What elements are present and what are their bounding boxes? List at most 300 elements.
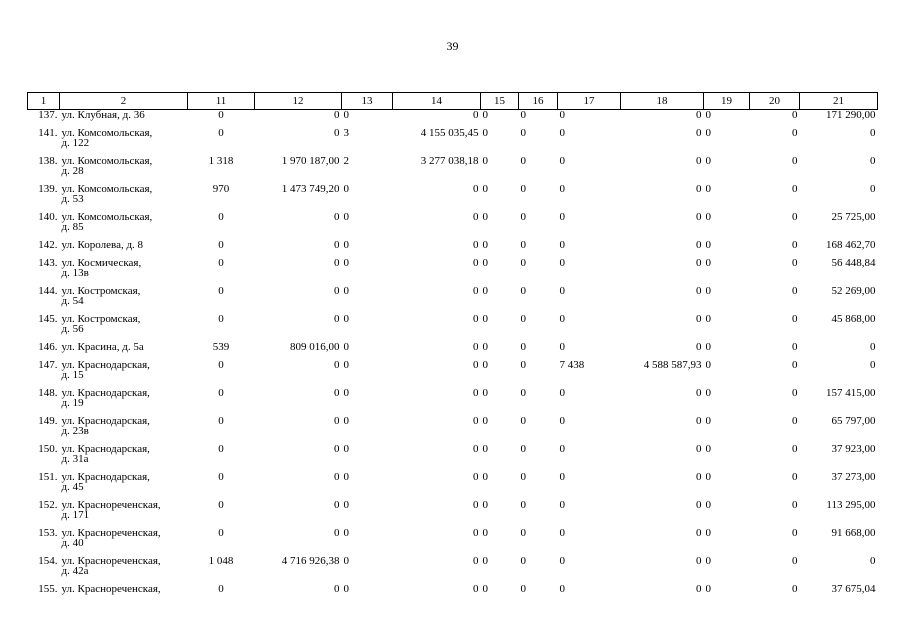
cell-col-19: 0 (705, 584, 711, 595)
cell-col-17: 0 (559, 156, 565, 167)
address-line: ул. Комсомольская, (61, 184, 153, 195)
cell-col-19: 0 (705, 212, 711, 223)
cell-col-17: 0 (559, 342, 565, 353)
table-row (28, 388, 878, 416)
address-line: ул. Краснодарская, (61, 444, 150, 455)
cell-col-13: 0 (343, 258, 349, 269)
row-number: 141. (38, 128, 58, 139)
cell-col-21: 37 675,04 (831, 584, 876, 595)
address-line: ул. Краснодарская, (61, 388, 150, 399)
column-header: 11 (188, 93, 255, 110)
address-cell (60, 584, 188, 602)
cell-col-16: 0 (520, 212, 526, 223)
cell-col-21: 25 725,00 (831, 212, 876, 223)
cell-col-12: 0 (334, 472, 340, 483)
cell-col-18: 0 (696, 240, 702, 251)
table-row (28, 212, 878, 240)
table-row (28, 584, 878, 602)
cell-col-20: 0 (792, 128, 798, 139)
row-number: 152. (38, 500, 58, 511)
cell-col-11: 0 (218, 444, 224, 455)
row-number: 143. (38, 258, 58, 269)
cell-col-12: 0 (334, 258, 340, 269)
cell-col-18: 0 (696, 584, 702, 595)
address-line: д. 45 (61, 481, 84, 493)
table-row (28, 184, 878, 212)
address-cell (60, 258, 188, 286)
column-header: 21 (800, 93, 878, 110)
cell-col-16: 0 (520, 258, 526, 269)
cell-col-14: 0 (473, 528, 479, 539)
cell-col-13: 0 (343, 388, 349, 399)
cell-col-16: 0 (520, 472, 526, 483)
cell-col-17: 0 (559, 388, 565, 399)
cell-col-19: 0 (705, 416, 711, 427)
cell-col-12: 0 (334, 212, 340, 223)
column-header: 12 (255, 93, 342, 110)
table-row (28, 314, 878, 342)
cell-col-11: 0 (218, 584, 224, 595)
cell-col-19: 0 (705, 388, 711, 399)
cell-col-20: 0 (792, 184, 798, 195)
address-line: ул. Клубная, д. 36 (61, 109, 145, 121)
address-line: д. 53 (61, 193, 84, 205)
address-line: д. 28 (61, 165, 84, 177)
cell-col-21: 0 (870, 128, 876, 139)
cell-col-13: 0 (343, 528, 349, 539)
cell-col-17: 7 438 (559, 360, 585, 371)
cell-col-18: 0 (696, 156, 702, 167)
address-cell (60, 128, 188, 156)
cell-col-17: 0 (559, 584, 565, 595)
address-line: ул. Комсомольская, (61, 128, 153, 139)
cell-col-18: 0 (696, 500, 702, 511)
address-cell (60, 416, 188, 444)
cell-col-20: 0 (792, 360, 798, 371)
cell-col-17: 0 (559, 286, 565, 297)
cell-col-18: 0 (696, 556, 702, 567)
address-line: ул. Комсомольская, (61, 156, 153, 167)
table-row (28, 360, 878, 388)
table-body (28, 110, 878, 603)
cell-col-16: 0 (520, 240, 526, 251)
cell-col-13: 0 (343, 109, 349, 121)
cell-col-20: 0 (792, 342, 798, 353)
cell-col-19: 0 (705, 472, 711, 483)
cell-col-21: 65 797,00 (831, 416, 876, 427)
cell-col-13: 0 (343, 342, 349, 353)
cell-col-11: 0 (218, 388, 224, 399)
cell-col-18: 0 (696, 342, 702, 353)
cell-col-15: 0 (482, 360, 488, 371)
row-number: 138. (38, 156, 58, 167)
cell-col-17: 0 (559, 240, 565, 251)
table-row (28, 472, 878, 500)
column-header: 2 (60, 93, 188, 110)
cell-col-12: 0 (334, 416, 340, 427)
row-number: 142. (38, 240, 58, 251)
cell-col-19: 0 (705, 156, 711, 167)
cell-col-15: 0 (482, 156, 488, 167)
cell-col-11: 0 (218, 286, 224, 297)
cell-col-12: 0 (334, 584, 340, 595)
cell-col-20: 0 (792, 416, 798, 427)
cell-col-21: 45 868,00 (831, 314, 876, 325)
column-header: 17 (558, 93, 621, 110)
address-cell (60, 212, 188, 240)
cell-col-16: 0 (520, 528, 526, 539)
cell-col-13: 0 (343, 416, 349, 427)
row-number: 146. (38, 342, 58, 353)
cell-col-20: 0 (792, 528, 798, 539)
table-row (28, 556, 878, 584)
cell-col-21: 157 415,00 (826, 388, 876, 399)
cell-col-15: 0 (482, 286, 488, 297)
cell-col-12: 1 970 187,00 (281, 156, 340, 167)
cell-col-17: 0 (559, 528, 565, 539)
address-line: д. 122 (61, 137, 90, 149)
cell-col-16: 0 (520, 314, 526, 325)
cell-col-15: 0 (482, 472, 488, 483)
cell-col-14: 0 (473, 240, 479, 251)
address-line: ул. Краснодарская, (61, 360, 150, 371)
cell-col-14: 0 (473, 109, 479, 121)
cell-col-13: 0 (343, 360, 349, 371)
cell-col-21: 56 448,84 (831, 258, 876, 269)
address-line: ул. Краснодарская, (61, 472, 150, 483)
address-cell (60, 286, 188, 314)
cell-col-21: 0 (870, 156, 876, 167)
address-line: ул. Космическая, (61, 258, 142, 269)
row-number: 150. (38, 444, 58, 455)
cell-col-15: 0 (482, 416, 488, 427)
cell-col-20: 0 (792, 388, 798, 399)
cell-col-21: 0 (870, 184, 876, 195)
row-number: 144. (38, 286, 58, 297)
cell-col-19: 0 (705, 556, 711, 567)
cell-col-15: 0 (482, 109, 488, 121)
address-line: ул. Красина, д. 5а (61, 342, 144, 353)
address-line: д. 23в (61, 425, 89, 437)
cell-col-12: 0 (334, 240, 340, 251)
cell-col-20: 0 (792, 156, 798, 167)
cell-col-14: 0 (473, 556, 479, 567)
cell-col-12: 0 (334, 286, 340, 297)
cell-col-14: 0 (473, 388, 479, 399)
cell-col-20: 0 (792, 240, 798, 251)
cell-col-11: 970 (212, 184, 230, 195)
cell-col-12: 0 (334, 360, 340, 371)
table-row (28, 156, 878, 184)
cell-col-15: 0 (482, 444, 488, 455)
cell-col-19: 0 (705, 314, 711, 325)
address-line: д. 13в (61, 267, 89, 279)
cell-col-12: 0 (334, 528, 340, 539)
cell-col-16: 0 (520, 360, 526, 371)
cell-col-18: 0 (696, 286, 702, 297)
address-cell (60, 110, 188, 129)
cell-col-14: 0 (473, 342, 479, 353)
cell-col-11: 0 (218, 109, 224, 121)
table-row (28, 500, 878, 528)
cell-col-18: 0 (696, 128, 702, 139)
cell-col-20: 0 (792, 314, 798, 325)
cell-col-11: 0 (218, 416, 224, 427)
address-cell (60, 314, 188, 342)
cell-col-16: 0 (520, 128, 526, 139)
cell-col-18: 0 (696, 109, 702, 121)
cell-col-15: 0 (482, 128, 488, 139)
cell-col-21: 0 (870, 360, 876, 371)
table-row (28, 444, 878, 472)
cell-col-17: 0 (559, 258, 565, 269)
cell-col-11: 0 (218, 472, 224, 483)
cell-col-11: 0 (218, 314, 224, 325)
table-row (28, 416, 878, 444)
address-cell (60, 500, 188, 528)
cell-col-11: 1 048 (208, 556, 234, 567)
table-header-row (28, 93, 878, 110)
cell-col-17: 0 (559, 314, 565, 325)
address-line: ул. Краснодарская, (61, 416, 150, 427)
cell-col-14: 0 (473, 286, 479, 297)
cell-col-17: 0 (559, 128, 565, 139)
table-row (28, 258, 878, 286)
cell-col-13: 0 (343, 314, 349, 325)
cell-col-19: 0 (705, 184, 711, 195)
address-line: д. 31а (61, 453, 89, 465)
cell-col-19: 0 (705, 240, 711, 251)
address-line: ул. Комсомольская, (61, 212, 153, 223)
cell-col-14: 0 (473, 314, 479, 325)
cell-col-17: 0 (559, 109, 565, 121)
cell-col-18: 4 588 587,93 (643, 360, 702, 371)
cell-col-19: 0 (705, 528, 711, 539)
cell-col-16: 0 (520, 156, 526, 167)
cell-col-17: 0 (559, 416, 565, 427)
row-number: 147. (38, 360, 58, 371)
cell-col-18: 0 (696, 388, 702, 399)
address-line: ул. Краснореченская, (61, 500, 161, 511)
cell-col-11: 0 (218, 212, 224, 223)
cell-col-18: 0 (696, 472, 702, 483)
cell-col-13: 0 (343, 240, 349, 251)
cell-col-13: 0 (343, 184, 349, 195)
table-row (28, 528, 878, 556)
cell-col-18: 0 (696, 184, 702, 195)
cell-col-20: 0 (792, 286, 798, 297)
cell-col-12: 4 716 926,38 (281, 556, 340, 567)
cell-col-15: 0 (482, 528, 488, 539)
address-cell (60, 156, 188, 184)
row-number: 153. (38, 528, 58, 539)
cell-col-14: 0 (473, 444, 479, 455)
cell-col-14: 0 (473, 212, 479, 223)
cell-col-20: 0 (792, 500, 798, 511)
cell-col-20: 0 (792, 212, 798, 223)
cell-col-17: 0 (559, 184, 565, 195)
cell-col-19: 0 (705, 360, 711, 371)
cell-col-20: 0 (792, 444, 798, 455)
table-row (28, 240, 878, 258)
address-line: ул. Костромская, (61, 286, 141, 297)
cell-col-17: 0 (559, 472, 565, 483)
cell-col-21: 168 462,70 (826, 240, 876, 251)
table-row (28, 342, 878, 360)
column-header: 16 (519, 93, 558, 110)
cell-col-13: 0 (343, 472, 349, 483)
address-line: д. 171 (61, 509, 90, 521)
address-cell (60, 184, 188, 212)
cell-col-16: 0 (520, 584, 526, 595)
cell-col-15: 0 (482, 584, 488, 595)
column-header: 15 (481, 93, 519, 110)
address-line: ул. Королева, д. 8 (61, 240, 144, 251)
address-line: ул. Краснореченская, (61, 556, 161, 567)
cell-col-20: 0 (792, 556, 798, 567)
cell-col-11: 0 (218, 528, 224, 539)
cell-col-21: 52 269,00 (831, 286, 876, 297)
address-line: д. 42а (61, 565, 89, 577)
address-line: ул. Краснореченская, (61, 528, 161, 539)
row-number: 139. (38, 184, 58, 195)
cell-col-14: 0 (473, 416, 479, 427)
cell-col-15: 0 (482, 500, 488, 511)
row-number: 149. (38, 416, 58, 427)
cell-col-19: 0 (705, 109, 711, 121)
cell-col-14: 3 277 038,18 (420, 156, 479, 167)
cell-col-14: 0 (473, 360, 479, 371)
cell-col-15: 0 (482, 342, 488, 353)
cell-col-12: 0 (334, 388, 340, 399)
cell-col-11: 0 (218, 360, 224, 371)
column-header: 13 (342, 93, 393, 110)
cell-col-19: 0 (705, 258, 711, 269)
address-line: д. 40 (61, 537, 84, 549)
cell-col-11: 0 (218, 258, 224, 269)
cell-col-17: 0 (559, 212, 565, 223)
cell-col-13: 3 (343, 128, 349, 139)
row-number: 151. (38, 472, 58, 483)
address-cell (60, 388, 188, 416)
cell-col-19: 0 (705, 342, 711, 353)
column-header: 1 (28, 93, 60, 110)
cell-col-15: 0 (482, 388, 488, 399)
row-number: 154. (38, 556, 58, 567)
cell-col-14: 0 (473, 258, 479, 269)
cell-col-18: 0 (696, 258, 702, 269)
cell-col-19: 0 (705, 286, 711, 297)
cell-col-11: 0 (218, 128, 224, 139)
cell-col-15: 0 (482, 314, 488, 325)
cell-col-13: 0 (343, 556, 349, 567)
cell-col-18: 0 (696, 314, 702, 325)
address-cell (60, 528, 188, 556)
cell-col-14: 0 (473, 500, 479, 511)
row-number: 148. (38, 388, 58, 399)
cell-col-12: 0 (334, 314, 340, 325)
cell-col-11: 0 (218, 240, 224, 251)
cell-col-13: 2 (343, 156, 349, 167)
cell-col-16: 0 (520, 444, 526, 455)
cell-col-14: 0 (473, 584, 479, 595)
cell-col-15: 0 (482, 212, 488, 223)
cell-col-15: 0 (482, 240, 488, 251)
address-cell (60, 342, 188, 360)
cell-col-16: 0 (520, 500, 526, 511)
cell-col-19: 0 (705, 444, 711, 455)
cell-col-21: 0 (870, 556, 876, 567)
table-row (28, 286, 878, 314)
address-line: д. 19 (61, 397, 84, 409)
cell-col-14: 4 155 035,45 (420, 128, 479, 139)
address-cell (60, 240, 188, 258)
cell-col-21: 37 923,00 (831, 444, 876, 455)
column-header: 18 (621, 93, 704, 110)
cell-col-16: 0 (520, 109, 526, 121)
cell-col-21: 0 (870, 342, 876, 353)
cell-col-21: 91 668,00 (831, 528, 876, 539)
cell-col-20: 0 (792, 109, 798, 121)
address-cell (60, 444, 188, 472)
address-cell (60, 472, 188, 500)
cell-col-20: 0 (792, 258, 798, 269)
cell-col-18: 0 (696, 528, 702, 539)
cell-col-11: 0 (218, 500, 224, 511)
column-header: 14 (393, 93, 481, 110)
cell-col-17: 0 (559, 500, 565, 511)
cell-col-19: 0 (705, 500, 711, 511)
cell-col-12: 0 (334, 444, 340, 455)
cell-col-12: 809 016,00 (290, 342, 340, 353)
cell-col-14: 0 (473, 184, 479, 195)
column-header: 20 (750, 93, 800, 110)
cell-col-21: 113 295,00 (826, 500, 876, 511)
address-line: ул. Костромская, (61, 314, 141, 325)
page-number: 39 (446, 39, 459, 53)
address-line: д. 15 (61, 369, 84, 381)
table-row (28, 110, 878, 129)
address-line: д. 54 (61, 295, 84, 307)
address-cell (60, 360, 188, 388)
cell-col-16: 0 (520, 416, 526, 427)
cell-col-16: 0 (520, 388, 526, 399)
cell-col-13: 0 (343, 212, 349, 223)
cell-col-20: 0 (792, 584, 798, 595)
cell-col-13: 0 (343, 286, 349, 297)
column-header: 19 (704, 93, 750, 110)
cell-col-16: 0 (520, 184, 526, 195)
cell-col-21: 37 273,00 (831, 472, 876, 483)
cell-col-21: 171 290,00 (826, 109, 876, 121)
address-line: д. 85 (61, 221, 84, 233)
row-number: 155. (38, 584, 58, 595)
cell-col-12: 0 (334, 500, 340, 511)
cell-col-18: 0 (696, 416, 702, 427)
cell-col-16: 0 (520, 286, 526, 297)
cell-col-12: 0 (334, 128, 340, 139)
cell-col-13: 0 (343, 584, 349, 595)
cell-col-19: 0 (705, 128, 711, 139)
cell-col-15: 0 (482, 184, 488, 195)
cell-col-12: 0 (334, 109, 340, 121)
cell-col-14: 0 (473, 472, 479, 483)
cell-col-20: 0 (792, 472, 798, 483)
address-line: д. 56 (61, 323, 84, 335)
cell-col-15: 0 (482, 258, 488, 269)
address-line: ул. Краснореченская, (61, 584, 161, 595)
cell-col-17: 0 (559, 556, 565, 567)
